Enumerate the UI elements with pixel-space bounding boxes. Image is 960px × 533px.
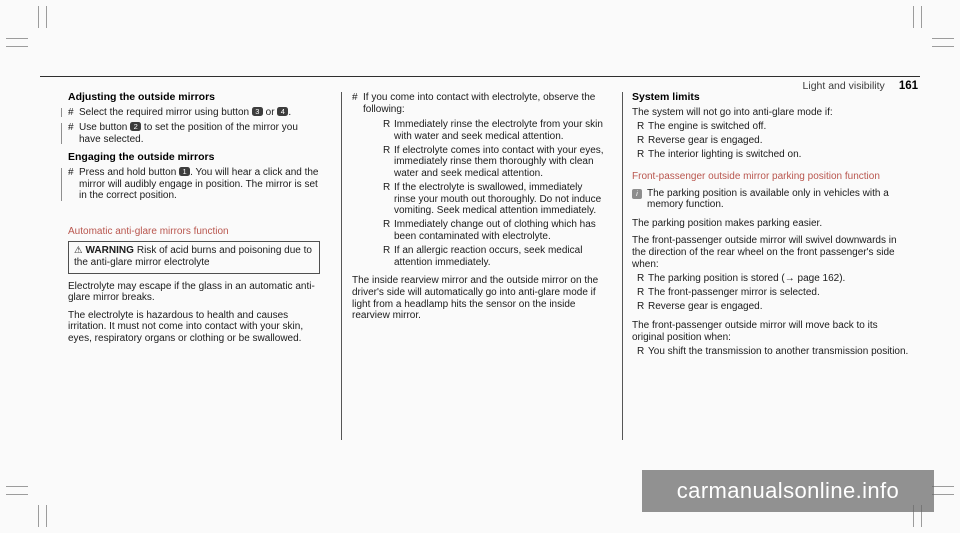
- instruction-step-press-hold: [68, 167, 320, 202]
- crop-mark: [913, 6, 914, 28]
- paragraph-electrolyte-hazard: The electrolyte is hazardous to health and causes irritation. It must not come into contact with your skin, eyes, respiratory organs or clothing or be swallowed.: [68, 309, 304, 344]
- paragraph-inside-rearview: The inside rearview mirror and the outside mirror on the driver's side will automatically go into anti-glare mode if light from a headlamp hits the sensor on the inside rearview mirror.: [352, 275, 599, 322]
- crop-mark: [46, 6, 47, 28]
- list-item-text: Immediately rinse the electrolyte from your skin with water and seek medical attention.: [394, 119, 603, 142]
- column-divider: [341, 92, 342, 440]
- paragraph-mirror-swivel: The front-passenger outside mirror will swivel downwards in the direction of the rear wheel on the front passenger's side when:: [632, 235, 897, 270]
- step-text-part: .: [288, 106, 292, 118]
- heading-system-limits: System limits: [632, 91, 700, 103]
- step-text-part: Select the required mirror using button: [79, 106, 252, 118]
- list-marker: R: [637, 149, 645, 161]
- crop-mark: [932, 38, 954, 39]
- list-marker: R: [383, 119, 391, 131]
- paragraph-limits-intro: The system will not go into anti-glare mode if:: [632, 106, 833, 118]
- list-item: [637, 273, 912, 285]
- list-marker: R: [637, 135, 645, 147]
- list-item-text: If the electrolyte is swallowed, immediately rinse your mouth out thoroughly. Do not induce vomiting. Seek medical attention immediately.: [394, 182, 602, 217]
- warning-label: WARNING: [85, 245, 134, 257]
- warning-icon: ⚠: [74, 245, 83, 257]
- list-item-text: If an allergic reaction occurs, seek medical attention immediately.: [394, 245, 583, 268]
- list-item: [383, 219, 604, 242]
- crop-mark: [932, 494, 954, 495]
- heading-adjusting-mirrors: Adjusting the outside mirrors: [68, 91, 216, 103]
- instruction-step-contact: [352, 92, 604, 115]
- page-number: 161: [898, 80, 918, 92]
- list-marker: R: [637, 273, 645, 285]
- list-item-text: Reverse gear is engaged.: [648, 301, 763, 313]
- step-text: [79, 167, 320, 202]
- step-bullet: #: [68, 122, 74, 134]
- step-bullet: #: [352, 92, 358, 103]
- list-marker: R: [383, 219, 391, 231]
- info-icon: i: [632, 189, 642, 199]
- watermark: carmanualsonline.info: [642, 470, 934, 512]
- step-text: If you come into contact with electrolyte, observe the following:: [363, 92, 596, 115]
- button-2-callout: 2: [130, 122, 141, 131]
- step-text: [79, 122, 320, 145]
- info-note-text: The parking position is available only in vehicles with a memory function.: [647, 187, 889, 211]
- list-item: [637, 121, 912, 133]
- list-item-text: Reverse gear is engaged.: [648, 135, 763, 147]
- crop-mark: [38, 505, 39, 527]
- list-marker: R: [383, 182, 391, 194]
- list-marker: R: [383, 144, 391, 156]
- list-item: [383, 119, 604, 142]
- step-text-part: or: [262, 106, 278, 118]
- button-3-callout: 3: [252, 107, 263, 116]
- header-rule: [40, 76, 920, 77]
- header-section-title: Light and visibility: [802, 80, 885, 92]
- step-bullet: #: [68, 166, 74, 178]
- column-1: [68, 92, 320, 351]
- heading-engaging-mirrors: Engaging the outside mirrors: [68, 151, 215, 164]
- list-item: [637, 346, 912, 358]
- list-item-text: The parking position is stored (→ page 162).: [648, 273, 846, 285]
- step-text-part: Use button: [79, 122, 131, 134]
- list-item: [637, 287, 912, 299]
- first-aid-list: [352, 119, 604, 268]
- page-header: [803, 80, 918, 92]
- list-item-text: The front-passenger mirror is selected.: [648, 287, 820, 299]
- paragraph-mirror-move-back: The front-passenger outside mirror will move back to its original position when:: [632, 319, 878, 343]
- crop-mark: [38, 6, 39, 28]
- list-marker: R: [383, 245, 391, 257]
- list-marker: R: [637, 301, 645, 313]
- crop-mark: [932, 486, 954, 487]
- crop-mark: [6, 494, 28, 495]
- button-1-callout: 1: [179, 167, 190, 176]
- swivel-conditions-list: [632, 273, 912, 313]
- step-text-part: . You will hear a click and the mirror will audibly engage in position. The mirror is set in the correct position.: [79, 166, 319, 202]
- crop-mark: [6, 38, 28, 39]
- list-item: [383, 245, 604, 268]
- crop-mark: [6, 486, 28, 487]
- link-automatic-anti-glare-function[interactable]: Automatic anti-glare mirrors function: [68, 225, 229, 237]
- instruction-step-select-mirror: [68, 107, 320, 119]
- step-text-part: Press and hold button: [79, 166, 180, 178]
- instruction-step-use-button: [68, 122, 320, 145]
- step-text: [79, 107, 320, 119]
- list-item-text: You shift the transmission to another transmission position.: [648, 346, 909, 358]
- crop-mark: [932, 46, 954, 47]
- list-marker: R: [637, 287, 645, 299]
- paragraph-parking-easier: The parking position makes parking easier.: [632, 217, 823, 229]
- step-text-part: to set the position of the mirror you have selected.: [79, 122, 298, 145]
- info-note: [632, 188, 912, 211]
- limits-list: [632, 121, 912, 161]
- list-item: [637, 135, 912, 147]
- list-item-text: The engine is switched off.: [648, 121, 767, 133]
- list-item: [383, 145, 604, 180]
- step-bullet: #: [68, 106, 74, 118]
- move-back-conditions-list: [632, 346, 912, 358]
- list-marker: R: [637, 346, 645, 358]
- list-item: [637, 149, 912, 161]
- column-2: [352, 92, 604, 328]
- crop-mark: [6, 46, 28, 47]
- column-3: [632, 92, 912, 365]
- warning-box: [68, 241, 320, 273]
- warning-title-text: Risk of acid burns and poisoning due to the anti-glare mirror electrolyte: [74, 245, 312, 268]
- list-item: [637, 301, 912, 313]
- link-parking-position-function[interactable]: Front-passenger outside mirror parking position function: [632, 170, 880, 182]
- button-4-callout: 4: [277, 107, 288, 116]
- list-item-text: The interior lighting is switched on.: [648, 149, 802, 161]
- list-item-text: If electrolyte comes into contact with your eyes, immediately rinse them thoroughly with clean water and seek medical attention.: [394, 144, 604, 180]
- list-item: [383, 182, 604, 217]
- paragraph-electrolyte-escape: Electrolyte may escape if the glass in an automatic anti-glare mirror breaks.: [68, 280, 315, 304]
- list-item-text: Immediately change out of clothing which has been contaminated with electrolyte.: [394, 219, 596, 243]
- list-marker: R: [637, 121, 645, 133]
- crop-mark: [46, 505, 47, 527]
- column-divider: [622, 92, 623, 440]
- crop-mark: [921, 6, 922, 28]
